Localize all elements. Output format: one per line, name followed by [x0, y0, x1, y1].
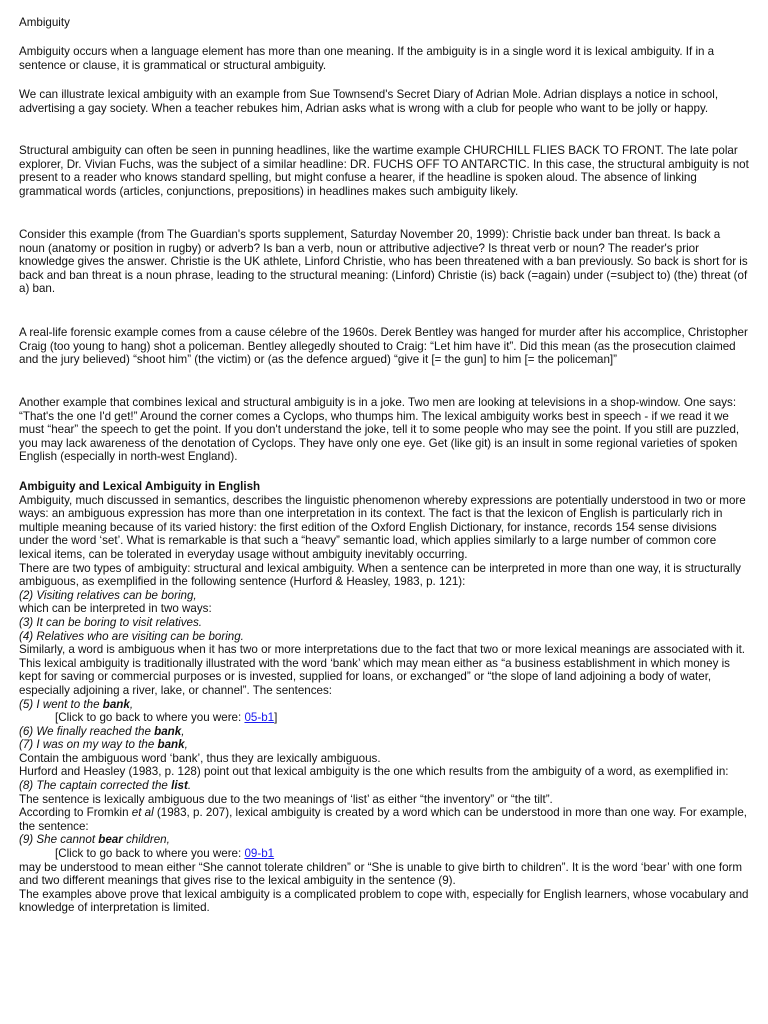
section-paragraph-6: Hurford and Heasley (1983, p. 128) point out that lexical ambiguity is the one which results from the ambiguity of a word, as exemplified in: [19, 765, 729, 779]
section-paragraph-10: The examples above prove that lexical ambiguity is a complicated problem to cope with, especially for English learners, whose vocabulary and knowledge of interpretation is limited. [19, 887, 749, 915]
section-lexical-ambiguity [19, 480, 749, 915]
intro-paragraph-5: A real-life forensic example comes from a cause célebre of the 1960s. Derek Bentley was hanged for murder after his accomplice, Christopher Craig (too young to hang) shot a policeman. Bentley allegedly shouted to Craig: “Let him have it”. Did this mean (as the prosecution claimed and the jury believed) “shoot him” (the victim) or (as the defence argued) “give it [= the gun] to him [= the policeman]” [19, 326, 748, 367]
back-link-line-1: [Click to go back to where you were: 05-b1] [55, 711, 278, 725]
section-paragraph-4: Similarly, a word is ambiguous when it has two or more interpretations due to the fact that two or more lexical meanings are associated with it. This lexical ambiguity is traditionally illustrated with the word ‘bank’ which may mean either as “a business establishment in which money is kept for saving or commercial purposes or is invested, supplied for loans, or exchanged” or “the slope of land adjoining a body of water, especially adjoining a river, lake, or channel”. The sentences: [19, 643, 746, 697]
section-paragraph-8: According to Fromkin et al (1983, p. 207), lexical ambiguity is created by a word which can be understood in more than one way. For example, the sentence: [19, 806, 748, 833]
example-5: (5) I went to the bank, [19, 697, 134, 711]
intro-paragraph-6: Another example that combines lexical and structural ambiguity is in a joke. Two men are looking at televisions in a shop-window. One says: “That's the one I'd get!” Around the corner comes a Cyclops, who thumps him. The lexical ambiguity works best in speech - if we read it we must “hear” the speech to get the point. If you don't understand the joke, tell it to some people who may see the point. If you still are puzzled, you may lack awareness of the denotation of Cyclops. They have only one eye. Get (like git) is an insult in some regional varieties of spoken English (especially in north-west England). [19, 396, 740, 464]
example-3: (3) It can be boring to visit relatives. [19, 615, 203, 629]
back-link-line-2: [Click to go back to where you were: 09-b1 [55, 847, 275, 861]
section-paragraph-1: Ambiguity, much discussed in semantics, describes the linguistic phenomenon whereby expressions are potentially understood in two or more ways: an ambiguous expression has more than one interpretation in its context. The fact is that the lexicon of English is particularly rich in multiple meaning because of its varied history: the first edition of the Oxford English Dictionary, for instance, records 154 sense divisions under the word ‘set’. What is remarkable is that such a “heavy” semantic load, which applies similarly to a large number of common core lexical items, can be tolerated in everyday usage without ambiguity inevitably occurring. [19, 493, 746, 561]
back-link-05-b1[interactable]: 05-b1 [244, 711, 275, 725]
back-link-09-b1[interactable]: 09-b1 [244, 847, 275, 861]
intro-paragraph-2: We can illustrate lexical ambiguity with an example from Sue Townsend's Secret Diary of Adrian Mole. Adrian displays a notice in school, advertising a gay society. When a teacher rebukes him, Adrian asks what is wrong with a club for people who want to be jolly or happy. [19, 88, 719, 115]
example-4: (4) Relatives who are visiting can be boring. [19, 629, 244, 643]
section-paragraph-5: Contain the ambiguous word ‘bank’, thus they are lexically ambiguous. [19, 751, 381, 765]
example-6: (6) We finally reached the bank, [19, 724, 185, 738]
section-paragraph-3: which can be interpreted in two ways: [19, 602, 212, 616]
example-9: (9) She cannot bear children, [19, 833, 170, 847]
example-8: (8) The captain corrected the list. [19, 779, 192, 793]
section-paragraph-7: The sentence is lexically ambiguous due to the two meanings of ‘list’ as either “the inventory” or “the tilt”. [19, 792, 553, 806]
intro-paragraph-4: Consider this example (from The Guardian's sports supplement, Saturday November 20, 1999): Christie back under ban threat. Is back a noun (anatomy or position in rugby) or adverb? Is ban a verb, noun or attributive adjective? Is threat verb or noun? The reader's prior knowledge gives the answer. Christie is the UK athlete, Linford Christie, who has been threatened with a ban previously. So back is short for is back and ban threat is a noun phrase, leading to the structural meaning: (Linford) Christie (is) back (=again) under (=subject to) (the) threat (of a) ban. [19, 228, 748, 296]
section-heading: Ambiguity and Lexical Ambiguity in English [19, 480, 261, 493]
document-title: Ambiguity [19, 16, 70, 29]
section-paragraph-9: may be understood to mean either “She cannot tolerate children” or “She is unable to give birth to children”. It is the word ‘bear’ with one form and two different meanings that gives rise to the lexical ambiguity in the sentence (9). [19, 860, 743, 888]
example-7: (7) I was on my way to the bank, [19, 738, 188, 752]
section-paragraph-2: There are two types of ambiguity: structural and lexical ambiguity. When a sentence can be interpreted in more than one way, it is structurally ambiguous, as exemplified in the following sentence (Hurford & Heasley, 1983, p. 121): [19, 561, 741, 589]
example-2: (2) Visiting relatives can be boring, [19, 588, 197, 602]
intro-paragraph-1: Ambiguity occurs when a language element has more than one meaning. If the ambiguity is in a single word it is lexical ambiguity. If in a sentence or clause, it is grammatical or structural ambiguity. [19, 45, 715, 72]
intro-paragraph-3: Structural ambiguity can often be seen in punning headlines, like the wartime example CHURCHILL FLIES BACK TO FRONT. The late polar explorer, Dr. Vivian Fuchs, was the subject of a similar headline: DR. FUCHS OFF TO ANTARCTIC. In this case, the structural ambiguity is not present to a reader who knows standard spelling, but might confuse a hearer, if the headline is spoken aloud. The absence of linking grammatical words (articles, conjunctions, prepositions) in headlines makes such ambiguity likely. [19, 144, 749, 198]
